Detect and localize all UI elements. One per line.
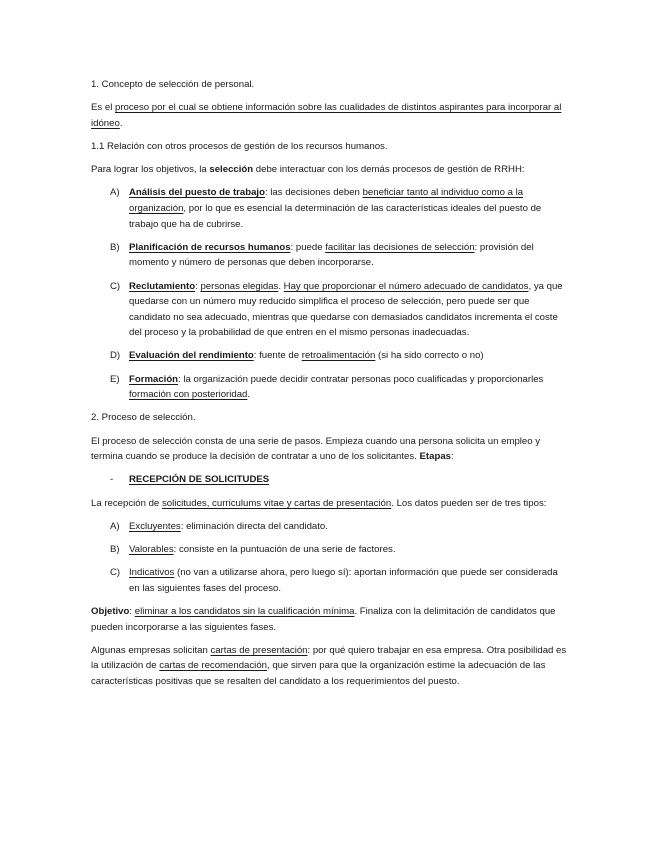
item-heading: Análisis del puesto de trabajo: [129, 187, 265, 199]
underlined-text: Hay que proporcionar el número adecuado de candidatos: [283, 280, 529, 292]
underlined-text: eliminar a los candidatos sin la cualificación mínima: [134, 605, 355, 617]
section-2-paragraph: [91, 434, 567, 465]
item-heading: Evaluación del rendimiento: [129, 350, 254, 362]
text: El proceso de selección consta de una serie de pasos. Empieza cuando una persona solicita un empleo y termina cuando se produce la decisión de contratar a uno de los solicitantes.: [91, 435, 541, 463]
list-marker: C): [110, 280, 121, 292]
text: Algunas empresas solicitan: [91, 644, 211, 656]
underlined-text: personas elegidas: [200, 280, 279, 292]
objetivo-paragraph: [91, 604, 567, 635]
text: , ya que quedarse con un número muy reducido simplifica el proceso de selección, pero puede ser que candidato no sea adecuado, mientras que quedarse con demasiados candidatos incrementa el coste del proceso y la probabilidad de que entren en el mismo personas inadecuadas.: [129, 280, 563, 339]
text: : las decisiones deben: [264, 187, 363, 199]
text: , por lo que es esencial la determinación de las características ideales del puesto de trabajo que ha de cubrirse.: [129, 202, 542, 230]
list-marker: E): [110, 373, 120, 385]
text: : eliminación directa del candidato.: [180, 520, 328, 532]
text: : provisión del momento y número de personas que deben incorporarse.: [129, 241, 534, 269]
list-item-a: [91, 519, 567, 535]
document-body: [91, 77, 567, 697]
list-marker: -: [110, 474, 114, 486]
text: Para lograr los objetivos, la: [91, 164, 210, 176]
text: . Finaliza con la delimitación de candidatos que pueden incorporarse a las siguientes fases.: [91, 605, 556, 633]
list-marker: B): [110, 543, 120, 555]
text: : por qué quiero trabajar en esa empresa. Otra posibilidad es la utilización de: [91, 644, 567, 672]
list-item-b: [91, 542, 567, 558]
item-heading: Reclutamiento: [129, 280, 196, 292]
underlined-text: solicitudes, curriculums vitae y cartas de presentación: [161, 497, 392, 509]
list-marker: A): [110, 187, 120, 199]
underlined-text: formación con posterioridad: [129, 389, 248, 401]
recepcion-heading-item: [91, 472, 567, 488]
item-heading: Excluyentes: [129, 520, 181, 532]
list-item-c: [91, 279, 567, 341]
text: , que sirven para que la organización estime la adecuación de las características positivas que se resalten del candidato a los requerimientos del puesto.: [91, 660, 546, 687]
text: debe interactuar con los demás procesos de gestión de RRHH:: [253, 164, 525, 176]
underlined-text: proceso por el cual se obtiene información sobre las cualidades de distintos aspirantes para incorporar al idóneo: [91, 102, 562, 129]
section-1-paragraph: [91, 100, 567, 131]
list-marker: A): [110, 520, 120, 532]
text: : consiste en la puntuación de una serie de factores.: [173, 543, 396, 555]
underlined-text: beneficiar tanto al individuo como a la organización: [129, 187, 524, 214]
text: (no van a utilizarse ahora, pero luego sí): aportan información que puede ser considerada en las siguientes fases del proceso.: [129, 567, 558, 594]
data-types-list: [91, 519, 567, 597]
text: Es el: [91, 102, 115, 114]
list-item-a: [91, 185, 567, 232]
text: :: [129, 605, 135, 617]
section-1-1-title: 1.1 Relación con otros procesos de gestión de los recursos humanos.: [91, 140, 388, 152]
list-item-e: [91, 372, 567, 403]
process-list: [91, 185, 567, 403]
section-1-1-intro: [91, 162, 567, 178]
list-marker: C): [110, 567, 121, 579]
bold-text: Etapas: [419, 451, 451, 463]
text: . Los datos pueden ser de tres tipos:: [391, 497, 547, 509]
text: .: [278, 280, 284, 292]
text: .: [119, 117, 123, 129]
subsection-heading: RECEPCIÓN DE SOLICITUDES: [129, 474, 270, 486]
underlined-text: cartas de recomendación: [159, 660, 267, 672]
text: : fuente de: [253, 350, 302, 362]
text: : la organización puede decidir contratar personas poco cualificadas y proporcionarles: [178, 373, 544, 385]
item-heading: Planificación de recursos humanos: [129, 241, 291, 253]
list-item-d: [91, 348, 567, 364]
list-item-c: [91, 565, 567, 596]
list-marker: B): [110, 241, 120, 253]
item-heading: Formación: [129, 373, 179, 385]
final-paragraph: [91, 643, 567, 690]
underlined-text: retroalimentación: [301, 350, 376, 362]
item-heading: Valorables: [129, 543, 174, 555]
text: :: [195, 280, 201, 292]
text: .: [247, 389, 251, 401]
item-heading: Indicativos: [129, 567, 175, 579]
bold-text: selección: [209, 164, 254, 176]
text: (si ha sido correcto o no): [375, 350, 484, 362]
list-marker: D): [110, 350, 121, 362]
bold-text: Objetivo: [91, 605, 130, 617]
text: :: [451, 451, 454, 463]
recepcion-paragraph: [91, 496, 567, 512]
underlined-text: cartas de presentación: [210, 644, 308, 656]
text: La recepción de: [91, 497, 162, 509]
underlined-text: facilitar las decisiones de selección: [325, 241, 475, 253]
section-1-title: 1. Concepto de selección de personal.: [91, 79, 255, 90]
text: : puede: [290, 241, 326, 253]
section-2-title: 2. Proceso de selección.: [91, 412, 196, 424]
list-item-b: [91, 240, 567, 271]
